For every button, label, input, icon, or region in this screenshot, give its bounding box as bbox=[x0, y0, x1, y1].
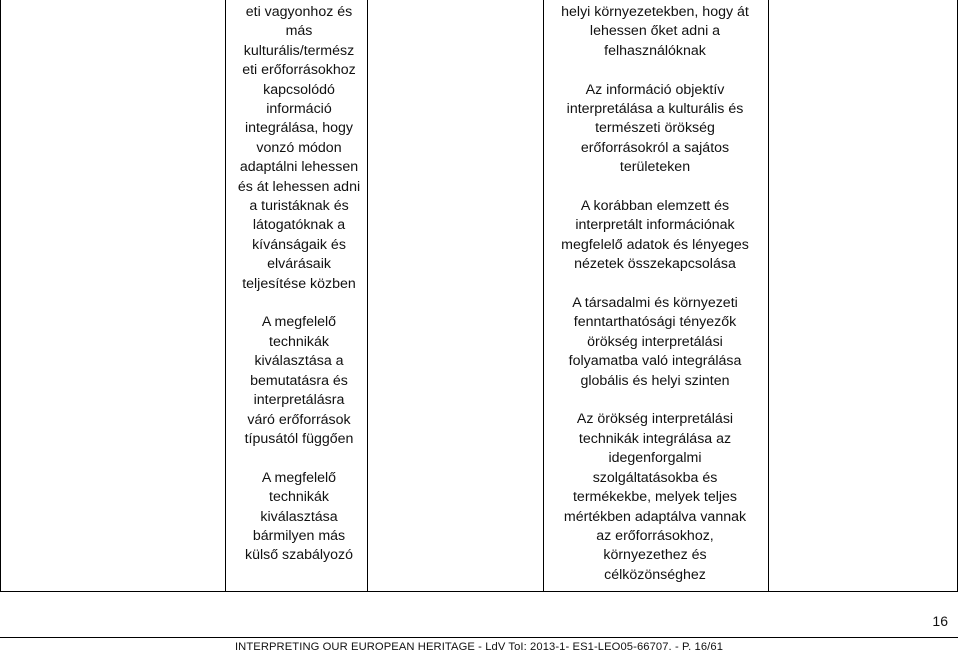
text-line: vonzó módon bbox=[256, 139, 342, 156]
text-line: A korábban elemzett és bbox=[580, 198, 730, 215]
text-line: fenntarthatósági tényezők bbox=[573, 314, 737, 331]
text-line: eti erőforrásokhoz bbox=[242, 62, 356, 79]
paragraph-gap bbox=[233, 449, 365, 468]
text-line: elvárásaik bbox=[267, 256, 331, 273]
text-line: felhasználóknak bbox=[604, 42, 706, 59]
text-line: kiválasztása a bbox=[254, 353, 344, 370]
page-footer: INTERPRETING OUR EUROPEAN HERITAGE - LdV ToI: 2013-1- ES1-LEO05-66707. - P. 16/61 bbox=[234, 641, 724, 653]
text-line: helyi környezetekben, hogy át bbox=[561, 4, 749, 20]
text-line: integrálása, hogy bbox=[244, 120, 354, 137]
table-border-left bbox=[0, 0, 1, 592]
table-column-divider bbox=[225, 0, 226, 592]
text-line: mértékben adaptálva vannak bbox=[563, 508, 747, 525]
text-line: Az örökség interpretálási bbox=[576, 411, 734, 428]
text-line: teljesítése közben bbox=[242, 275, 356, 292]
paragraph-gap bbox=[548, 61, 762, 80]
text-line: az erőforrásokhoz, bbox=[596, 527, 714, 544]
text-line: adaptálni lehessen bbox=[239, 159, 359, 176]
text-line: információ bbox=[266, 101, 332, 118]
text-line: bármilyen más bbox=[252, 527, 346, 544]
text-line: globális és helyi szinten bbox=[580, 372, 730, 389]
paragraph-gap bbox=[233, 294, 365, 313]
text-line: látogatóknak a bbox=[252, 217, 346, 234]
text-line: kiválasztása bbox=[260, 508, 338, 525]
text-line: technikák integrálása az bbox=[578, 430, 732, 447]
text-line: technikák bbox=[269, 333, 329, 350]
right-text-column bbox=[548, 3, 762, 585]
text-line: bemutatásra és bbox=[250, 372, 348, 389]
paragraph-gap bbox=[548, 391, 762, 410]
text-line: interpretált információnak bbox=[575, 217, 735, 234]
text-line: termékekbe, melyek teljes bbox=[572, 489, 737, 506]
footer-rule bbox=[0, 637, 958, 638]
text-line: lehessen őket adni a bbox=[589, 23, 721, 40]
table-column-divider bbox=[768, 0, 769, 592]
left-text-column bbox=[233, 3, 365, 566]
paragraph-gap bbox=[548, 178, 762, 197]
text-line: és át lehessen adni bbox=[237, 178, 361, 195]
text-line: szolgáltatásokba és bbox=[592, 469, 718, 486]
text-line: a turistáknak és bbox=[249, 198, 349, 215]
text-line: célközönséghez bbox=[604, 566, 706, 583]
table-column-divider bbox=[543, 0, 544, 592]
text-line: nézetek összekapcsolása bbox=[574, 256, 736, 273]
page-number: 16 bbox=[932, 613, 948, 629]
text-line: eti vagyonhoz és bbox=[245, 4, 353, 20]
text-line: típusától függően bbox=[244, 430, 354, 447]
text-line: örökség interpretálási bbox=[587, 333, 723, 350]
text-line: A megfelelő bbox=[261, 314, 337, 331]
text-line: folyamatba való integrálása bbox=[568, 353, 742, 370]
text-line: természeti örökség bbox=[595, 120, 715, 137]
text-line: A társadalmi és környezeti bbox=[572, 295, 738, 312]
table-column-divider bbox=[367, 0, 368, 592]
text-line: Az információ objektív bbox=[585, 81, 725, 98]
text-line: váró erőforrások bbox=[247, 411, 351, 428]
text-line: interpretálása a kulturális és bbox=[566, 101, 744, 118]
text-line: kulturális/termész bbox=[243, 42, 355, 59]
text-line: erőforrásokról a sajátos bbox=[580, 139, 730, 156]
text-line: külső szabályozó bbox=[244, 547, 354, 564]
text-line: területeken bbox=[619, 159, 691, 176]
text-line: más bbox=[285, 23, 313, 40]
text-line: megfelelő adatok és lényeges bbox=[561, 236, 749, 253]
text-line: kívánságaik és bbox=[252, 236, 346, 253]
text-line: környezethez és bbox=[603, 547, 707, 564]
text-line: A megfelelő bbox=[261, 469, 337, 486]
text-line: technikák bbox=[269, 489, 329, 506]
text-line: idegenforgalmi bbox=[608, 450, 702, 467]
text-line: kapcsolódó bbox=[263, 81, 335, 98]
text-line: interpretálásra bbox=[253, 392, 345, 409]
paragraph-gap bbox=[548, 275, 762, 294]
